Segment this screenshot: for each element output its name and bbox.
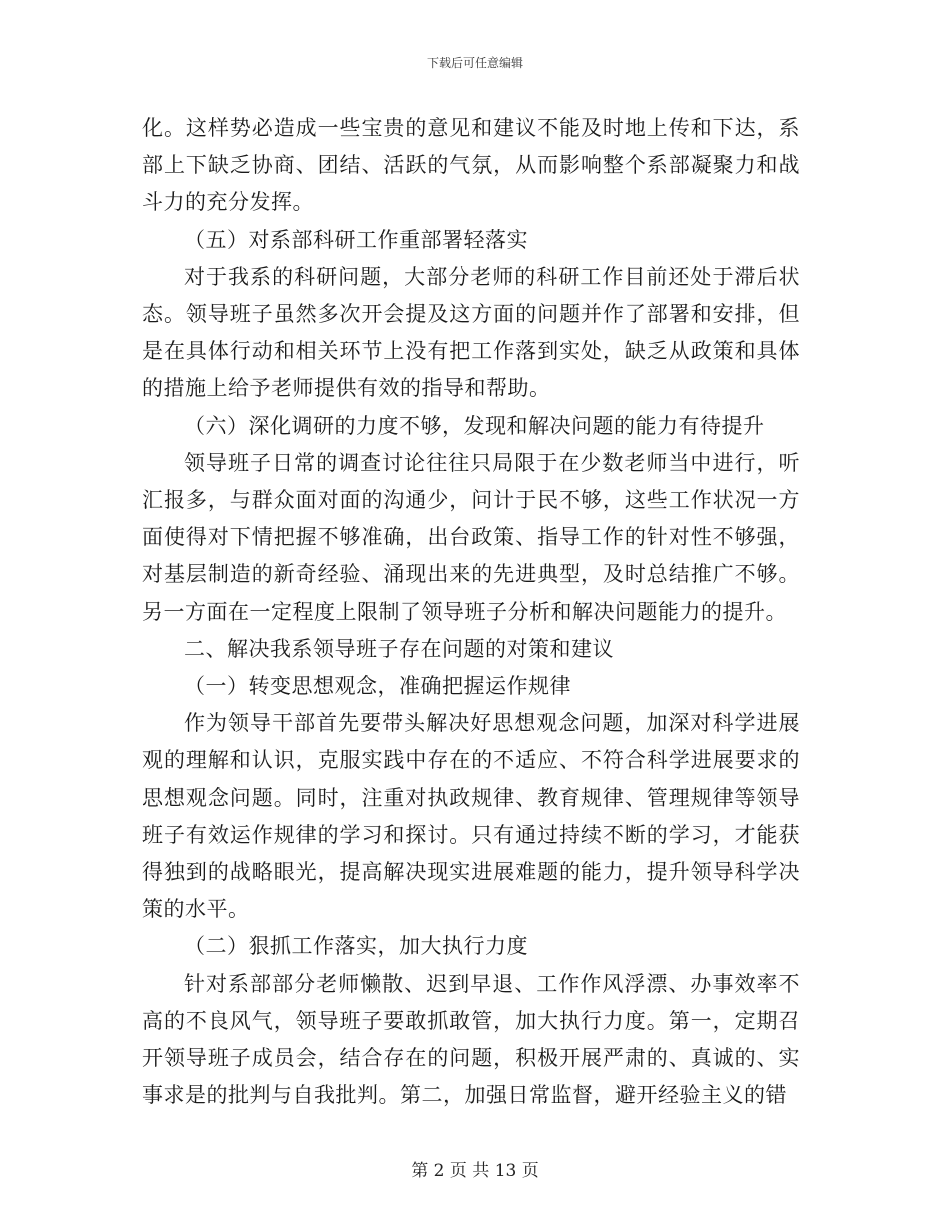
paragraph-5: 针对系部部分老师懒散、迟到早退、工作作风浮漂、办事效率不高的不良风气，领导班子要敢抓敢管，加大执行力度。第一，定期召开领导班子成员会，结合存在的问题，积极开展严肃的、真诚的、实事求是的批判与自我批判。第二，加强日常监督，避开经验主义的错 (142, 971, 800, 1108)
chapter-heading-2: 二、解决我系领导班子存在问题的对策和建议 (184, 636, 614, 661)
paragraph-2: 对于我系的科研问题，大部分老师的科研工作目前还处于滞后状态。领导班子虽然多次开会提及这方面的问题并作了部署和安排，但是在具体行动和相关环节上没有把工作落到实处，缺乏从政策和具体的措施上给予老师提供有效的指导和帮助。 (142, 264, 800, 401)
page-header: 下载后可任意编辑 (426, 56, 523, 70)
section-heading-5: （五）对系部科研工作重部署轻落实 (184, 227, 528, 252)
paragraph-1: 化。这样势必造成一些宝贵的意见和建议不能及时地上传和下达，系部上下缺乏协商、团结、活跃的气氛，从而影响整个系部凝聚力和战斗力的充分发挥。 (142, 116, 800, 215)
paragraph-4: 作为领导干部首先要带头解决好思想观念问题，加深对科学进展观的理解和认识，克服实践中存在的不适应、不符合科学进展要求的思想观念问题。同时，注重对执政规律、教育规律、管理规律等领导班子有效运作规律的学习和探讨。只有通过持续不断的学习，才能获得独到的战略眼光，提高解决现实进展难题的能力，提升领导科学决策的水平。 (142, 711, 800, 922)
paragraph-3: 领导班子日常的调查讨论往往只局限于在少数老师当中进行，听汇报多，与群众面对面的沟通少，问计于民不够，这些工作状况一方面使得对下情把握不够准确，出台政策、指导工作的针对性不够强，对基层制造的新奇经验、涌现出来的先进典型，及时总结推广不够。另一方面在一定程度上限制了领导班子分析和解决问题能力的提升。 (142, 450, 800, 624)
document-body (142, 110, 800, 1114)
page-number: 第 2 页 共 13 页 (411, 1161, 539, 1181)
section-heading-2: （二）狠抓工作落实，加大执行力度 (184, 934, 528, 959)
section-heading-6: （六）深化调研的力度不够，发现和解决问题的能力有待提升 (184, 413, 765, 438)
section-heading-1: （一）转变思想观念，准确把握运作规律 (184, 674, 571, 699)
